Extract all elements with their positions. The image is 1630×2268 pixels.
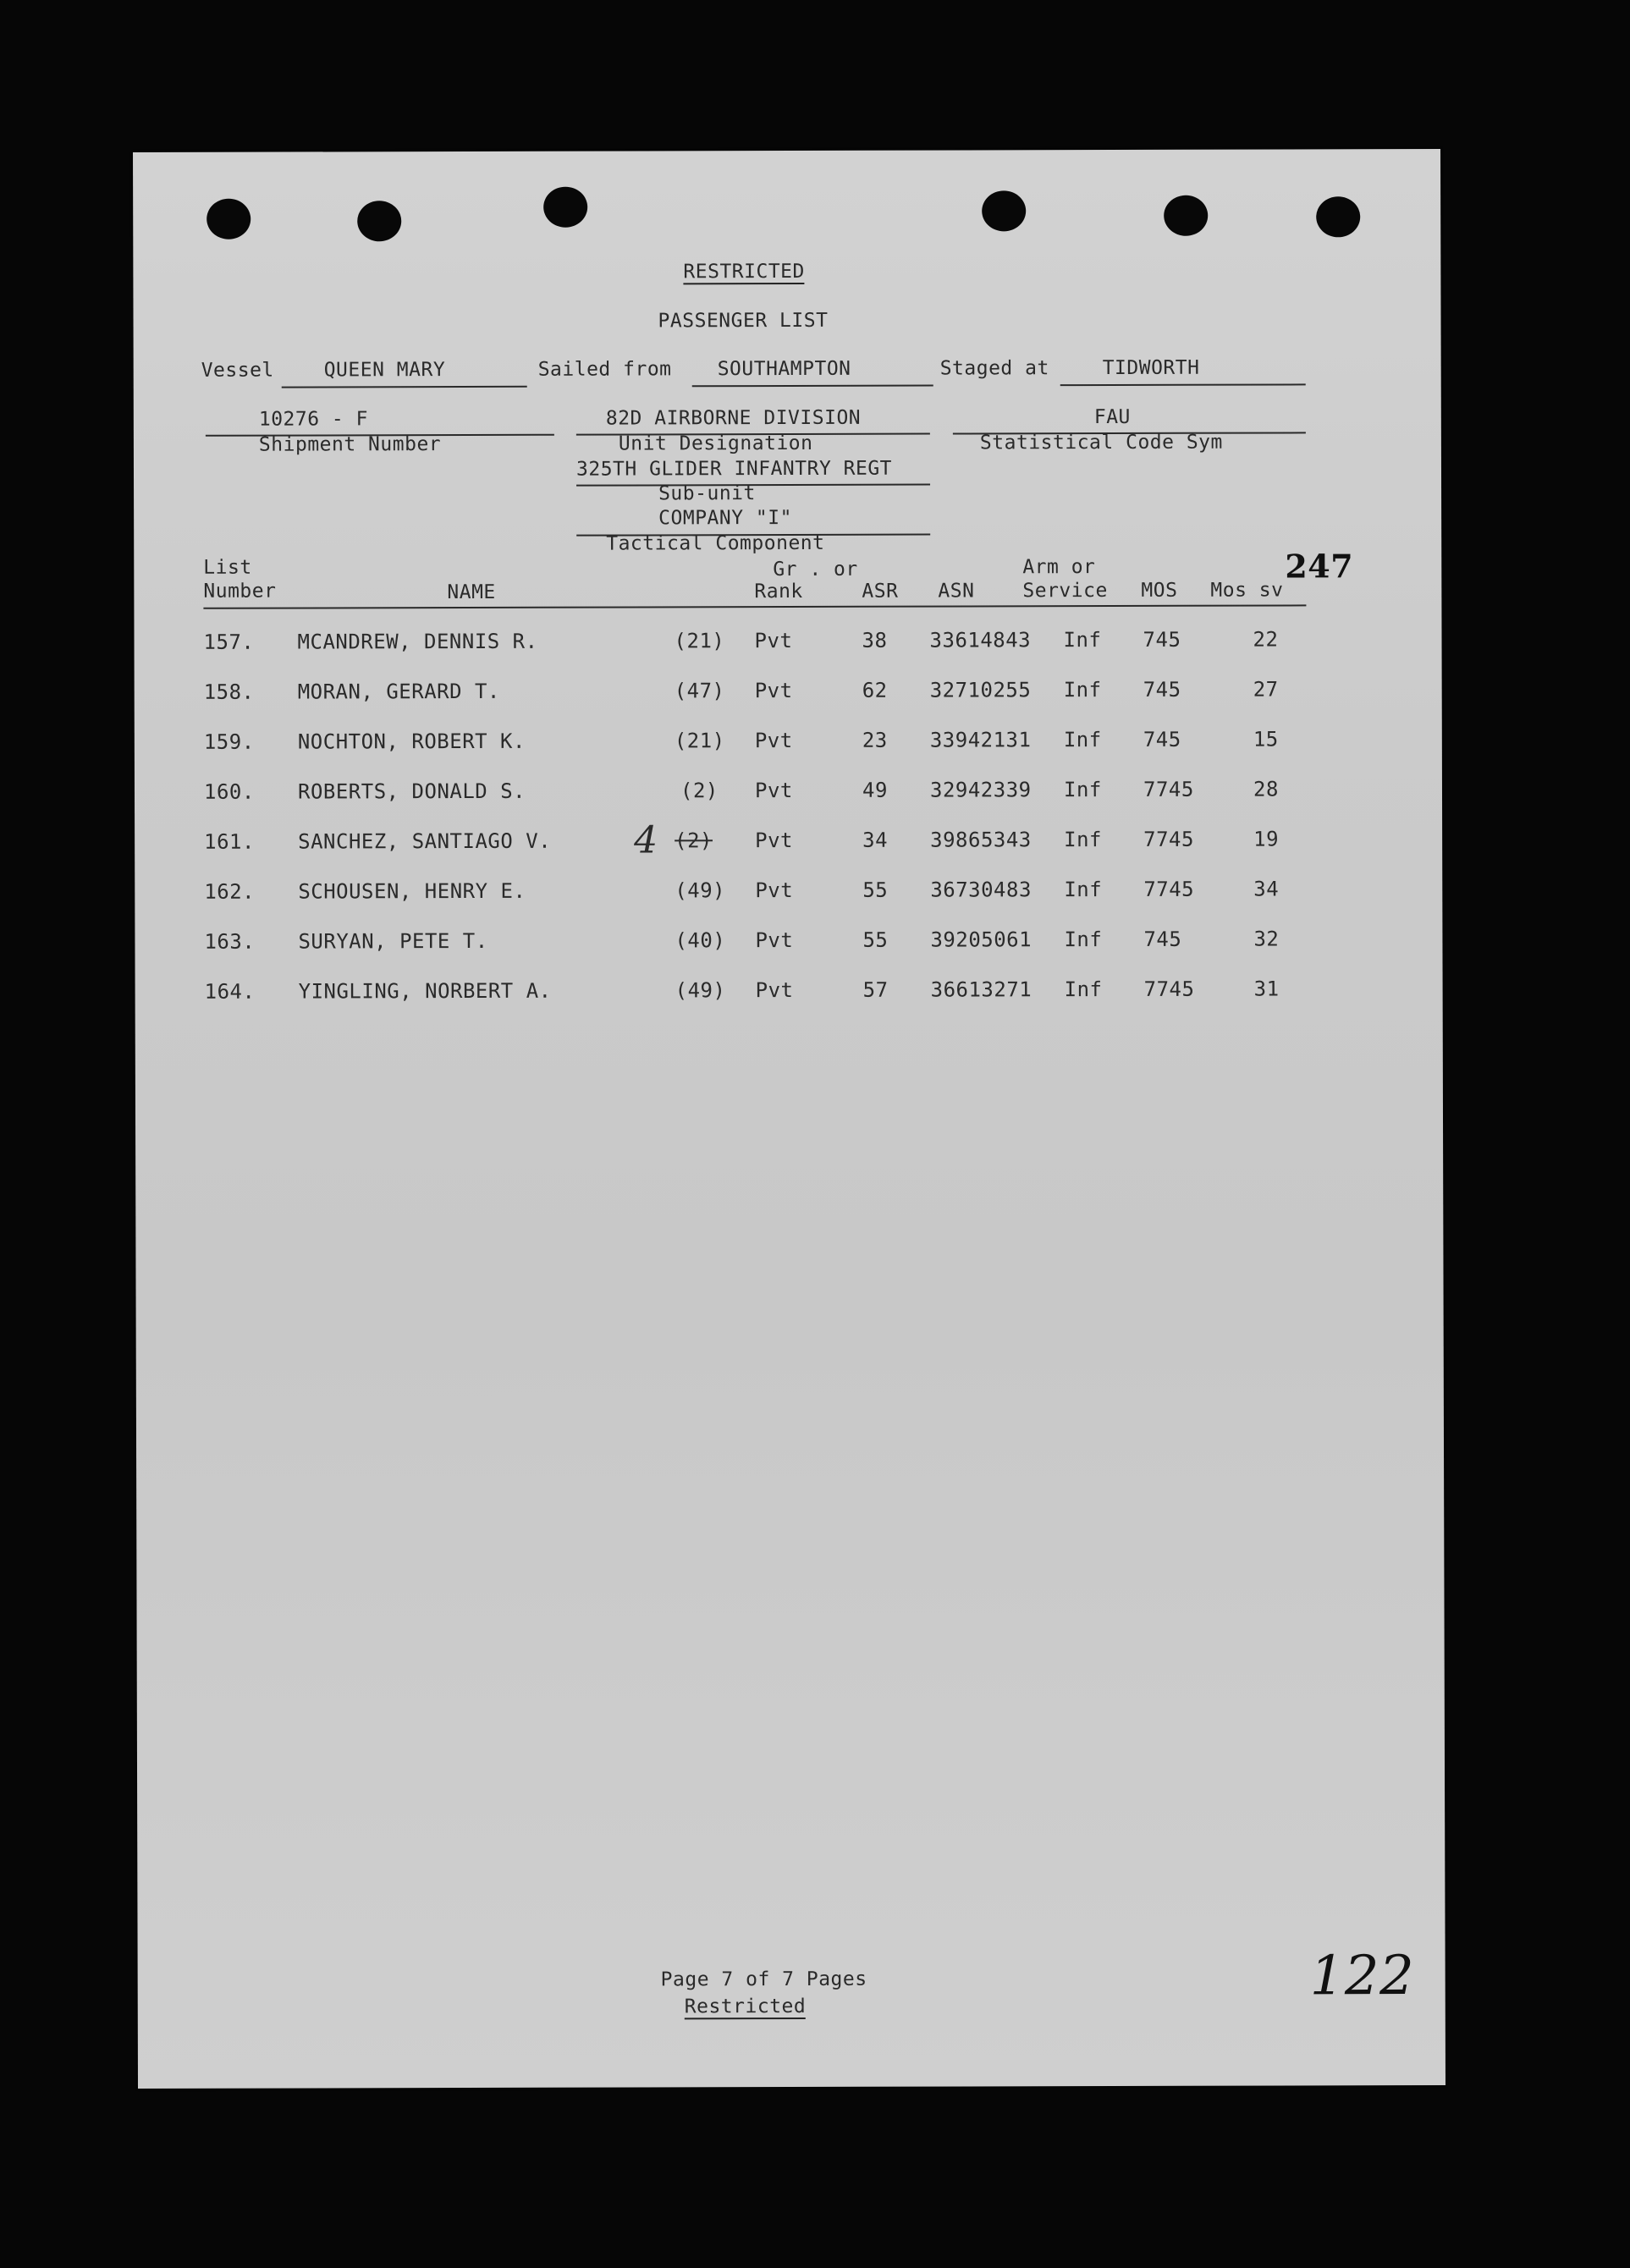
col-name-header: NAME (447, 581, 496, 604)
document-title: PASSENGER LIST (658, 309, 829, 333)
list-number: 159. (203, 729, 255, 754)
rank: Pvt (754, 678, 793, 703)
subunit-label: Sub-unit (658, 482, 756, 505)
asn-value: 32942339 (929, 778, 1032, 802)
col-arm-header-b: Service (1022, 580, 1108, 603)
code-number: (2) (675, 828, 713, 853)
shipment-number-label: Shipment Number (258, 433, 442, 456)
regiment-value: 325TH GLIDER INFANTRY REGT (575, 457, 893, 481)
handwritten-correction: 4 (634, 818, 658, 862)
passenger-name: SURYAN, PETE T. (298, 928, 488, 954)
table-row (135, 927, 1442, 964)
mos-value: 745 (1143, 627, 1181, 652)
sailed-from-underline (692, 385, 933, 388)
table-row (135, 677, 1442, 714)
asr-value: 55 (862, 928, 889, 952)
arm-service: Inf (1063, 778, 1102, 802)
col-arm-header-a: Arm or (1022, 556, 1096, 579)
list-number: 162. (204, 879, 256, 904)
sailed-from-label: Sailed from (537, 358, 672, 381)
arm-service: Inf (1063, 678, 1102, 702)
col-grade-header-a: Gr . or (773, 558, 858, 581)
mos-value: 7745 (1143, 877, 1195, 901)
col-list-header-a: List (203, 556, 252, 579)
asn-value: 36613271 (930, 977, 1033, 1002)
list-number: 163. (204, 929, 256, 954)
mos-sv-value: 31 (1253, 977, 1280, 1001)
code-number: (47) (674, 679, 725, 703)
asr-value: 55 (862, 878, 889, 902)
asn-value: 39205061 (930, 928, 1033, 952)
passenger-name: MCANDREW, DENNIS R. (297, 629, 538, 654)
table-row (135, 977, 1443, 1014)
arm-service: Inf (1064, 828, 1103, 852)
rank: Pvt (754, 628, 793, 653)
punch-hole (1316, 196, 1360, 237)
asr-value: 49 (862, 778, 888, 802)
division-value: 82D AIRBORNE DIVISION (605, 406, 862, 430)
handwritten-folio-number: 122 (1309, 1945, 1415, 2008)
staged-at-label: Staged at (939, 357, 1049, 380)
passenger-name: SANCHEZ, SANTIAGO V. (298, 828, 552, 854)
staged-at-value: TIDWORTH (1102, 356, 1200, 380)
table-row (135, 727, 1442, 764)
header-underline (203, 604, 1306, 608)
mos-sv-value: 32 (1253, 927, 1280, 951)
code-number: (21) (674, 629, 725, 653)
code-number: (49) (675, 978, 726, 1003)
vessel-value: QUEEN MARY (323, 359, 446, 382)
tactical-component-label: Tactical Component (606, 531, 825, 555)
shipment-number-value: 10276 - F (258, 408, 368, 431)
list-number: 161. (204, 829, 255, 854)
punch-hole (982, 190, 1026, 231)
code-number: (40) (675, 928, 726, 953)
mos-value: 7745 (1143, 977, 1195, 1001)
code-number: (2) (680, 779, 719, 803)
passenger-name: NOCHTON, ROBERT K. (297, 729, 526, 754)
classification-heading: RESTRICTED (683, 260, 805, 284)
col-mos-header: MOS (1141, 579, 1178, 602)
vessel-underline (282, 386, 527, 388)
rank: Pvt (755, 828, 794, 853)
statistical-code-value: FAU (1093, 405, 1131, 429)
staged-at-underline (1060, 383, 1306, 386)
code-number: (21) (674, 729, 725, 753)
mos-value: 7745 (1143, 827, 1194, 851)
asr-value: 23 (862, 728, 888, 752)
mos-sv-value: 28 (1253, 777, 1279, 801)
arm-service: Inf (1063, 628, 1102, 652)
footer-restricted: Restricted (684, 1995, 807, 2018)
mos-value: 745 (1143, 677, 1181, 702)
asr-value: 62 (862, 678, 888, 702)
arm-service: Inf (1063, 728, 1102, 752)
rank: Pvt (754, 778, 793, 803)
list-number: 164. (204, 979, 256, 1004)
asr-value: 57 (862, 977, 889, 1002)
unit-designation-label: Unit Designation (618, 432, 813, 455)
mos-value: 745 (1143, 727, 1181, 751)
col-grade-header-b: Rank (754, 580, 803, 603)
mos-value: 745 (1143, 927, 1182, 951)
rank: Pvt (754, 728, 793, 753)
code-number: (49) (675, 878, 726, 903)
arm-service: Inf (1064, 977, 1103, 1002)
asn-value: 39865343 (930, 828, 1032, 852)
rank: Pvt (755, 977, 794, 1003)
table-row (135, 777, 1442, 814)
punch-hole (543, 187, 587, 228)
asn-value: 32710255 (929, 678, 1032, 702)
page-indicator: Page 7 of 7 Pages (660, 1968, 867, 1991)
asr-value: 38 (862, 628, 888, 652)
asn-value: 33942131 (929, 728, 1032, 752)
passenger-name: YINGLING, NORBERT A. (298, 978, 552, 1004)
arm-service: Inf (1064, 928, 1103, 952)
col-mos-sv-header: Mos sv (1210, 579, 1284, 602)
col-list-header-b: Number (203, 580, 277, 603)
rank: Pvt (755, 878, 794, 903)
passenger-name: MORAN, GERARD T. (297, 679, 500, 704)
passenger-name: ROBERTS, DONALD S. (297, 779, 526, 804)
mos-sv-value: 22 (1253, 627, 1279, 652)
punch-hole (207, 199, 251, 239)
col-asr-header: ASR (862, 580, 899, 603)
list-number: 158. (203, 680, 255, 704)
company-value: COMPANY "I" (658, 506, 793, 530)
punch-hole (1164, 195, 1208, 236)
punch-hole (357, 201, 401, 241)
sailed-from-value: SOUTHAMPTON (717, 357, 851, 381)
table-row (134, 627, 1441, 664)
stamped-page-number: 247 (1285, 547, 1354, 586)
document-page (133, 149, 1446, 2089)
mos-sv-value: 34 (1253, 877, 1280, 901)
vessel-label: Vessel (201, 359, 274, 382)
passenger-name: SCHOUSEN, HENRY E. (298, 878, 526, 904)
mos-sv-value: 15 (1253, 727, 1279, 751)
rank: Pvt (755, 928, 794, 953)
asr-value: 34 (862, 828, 889, 852)
asn-value: 36730483 (930, 878, 1032, 902)
list-number: 160. (203, 779, 255, 804)
statistical-code-label: Statistical Code Sym (979, 431, 1223, 454)
asn-value: 33614843 (929, 628, 1032, 652)
mos-sv-value: 27 (1253, 677, 1279, 702)
list-number: 157. (203, 630, 255, 654)
arm-service: Inf (1064, 878, 1103, 902)
col-asn-header: ASN (938, 580, 975, 603)
mos-value: 7745 (1143, 777, 1194, 801)
table-row (135, 818, 1442, 864)
table-row (135, 877, 1442, 914)
mos-sv-value: 19 (1253, 827, 1280, 851)
